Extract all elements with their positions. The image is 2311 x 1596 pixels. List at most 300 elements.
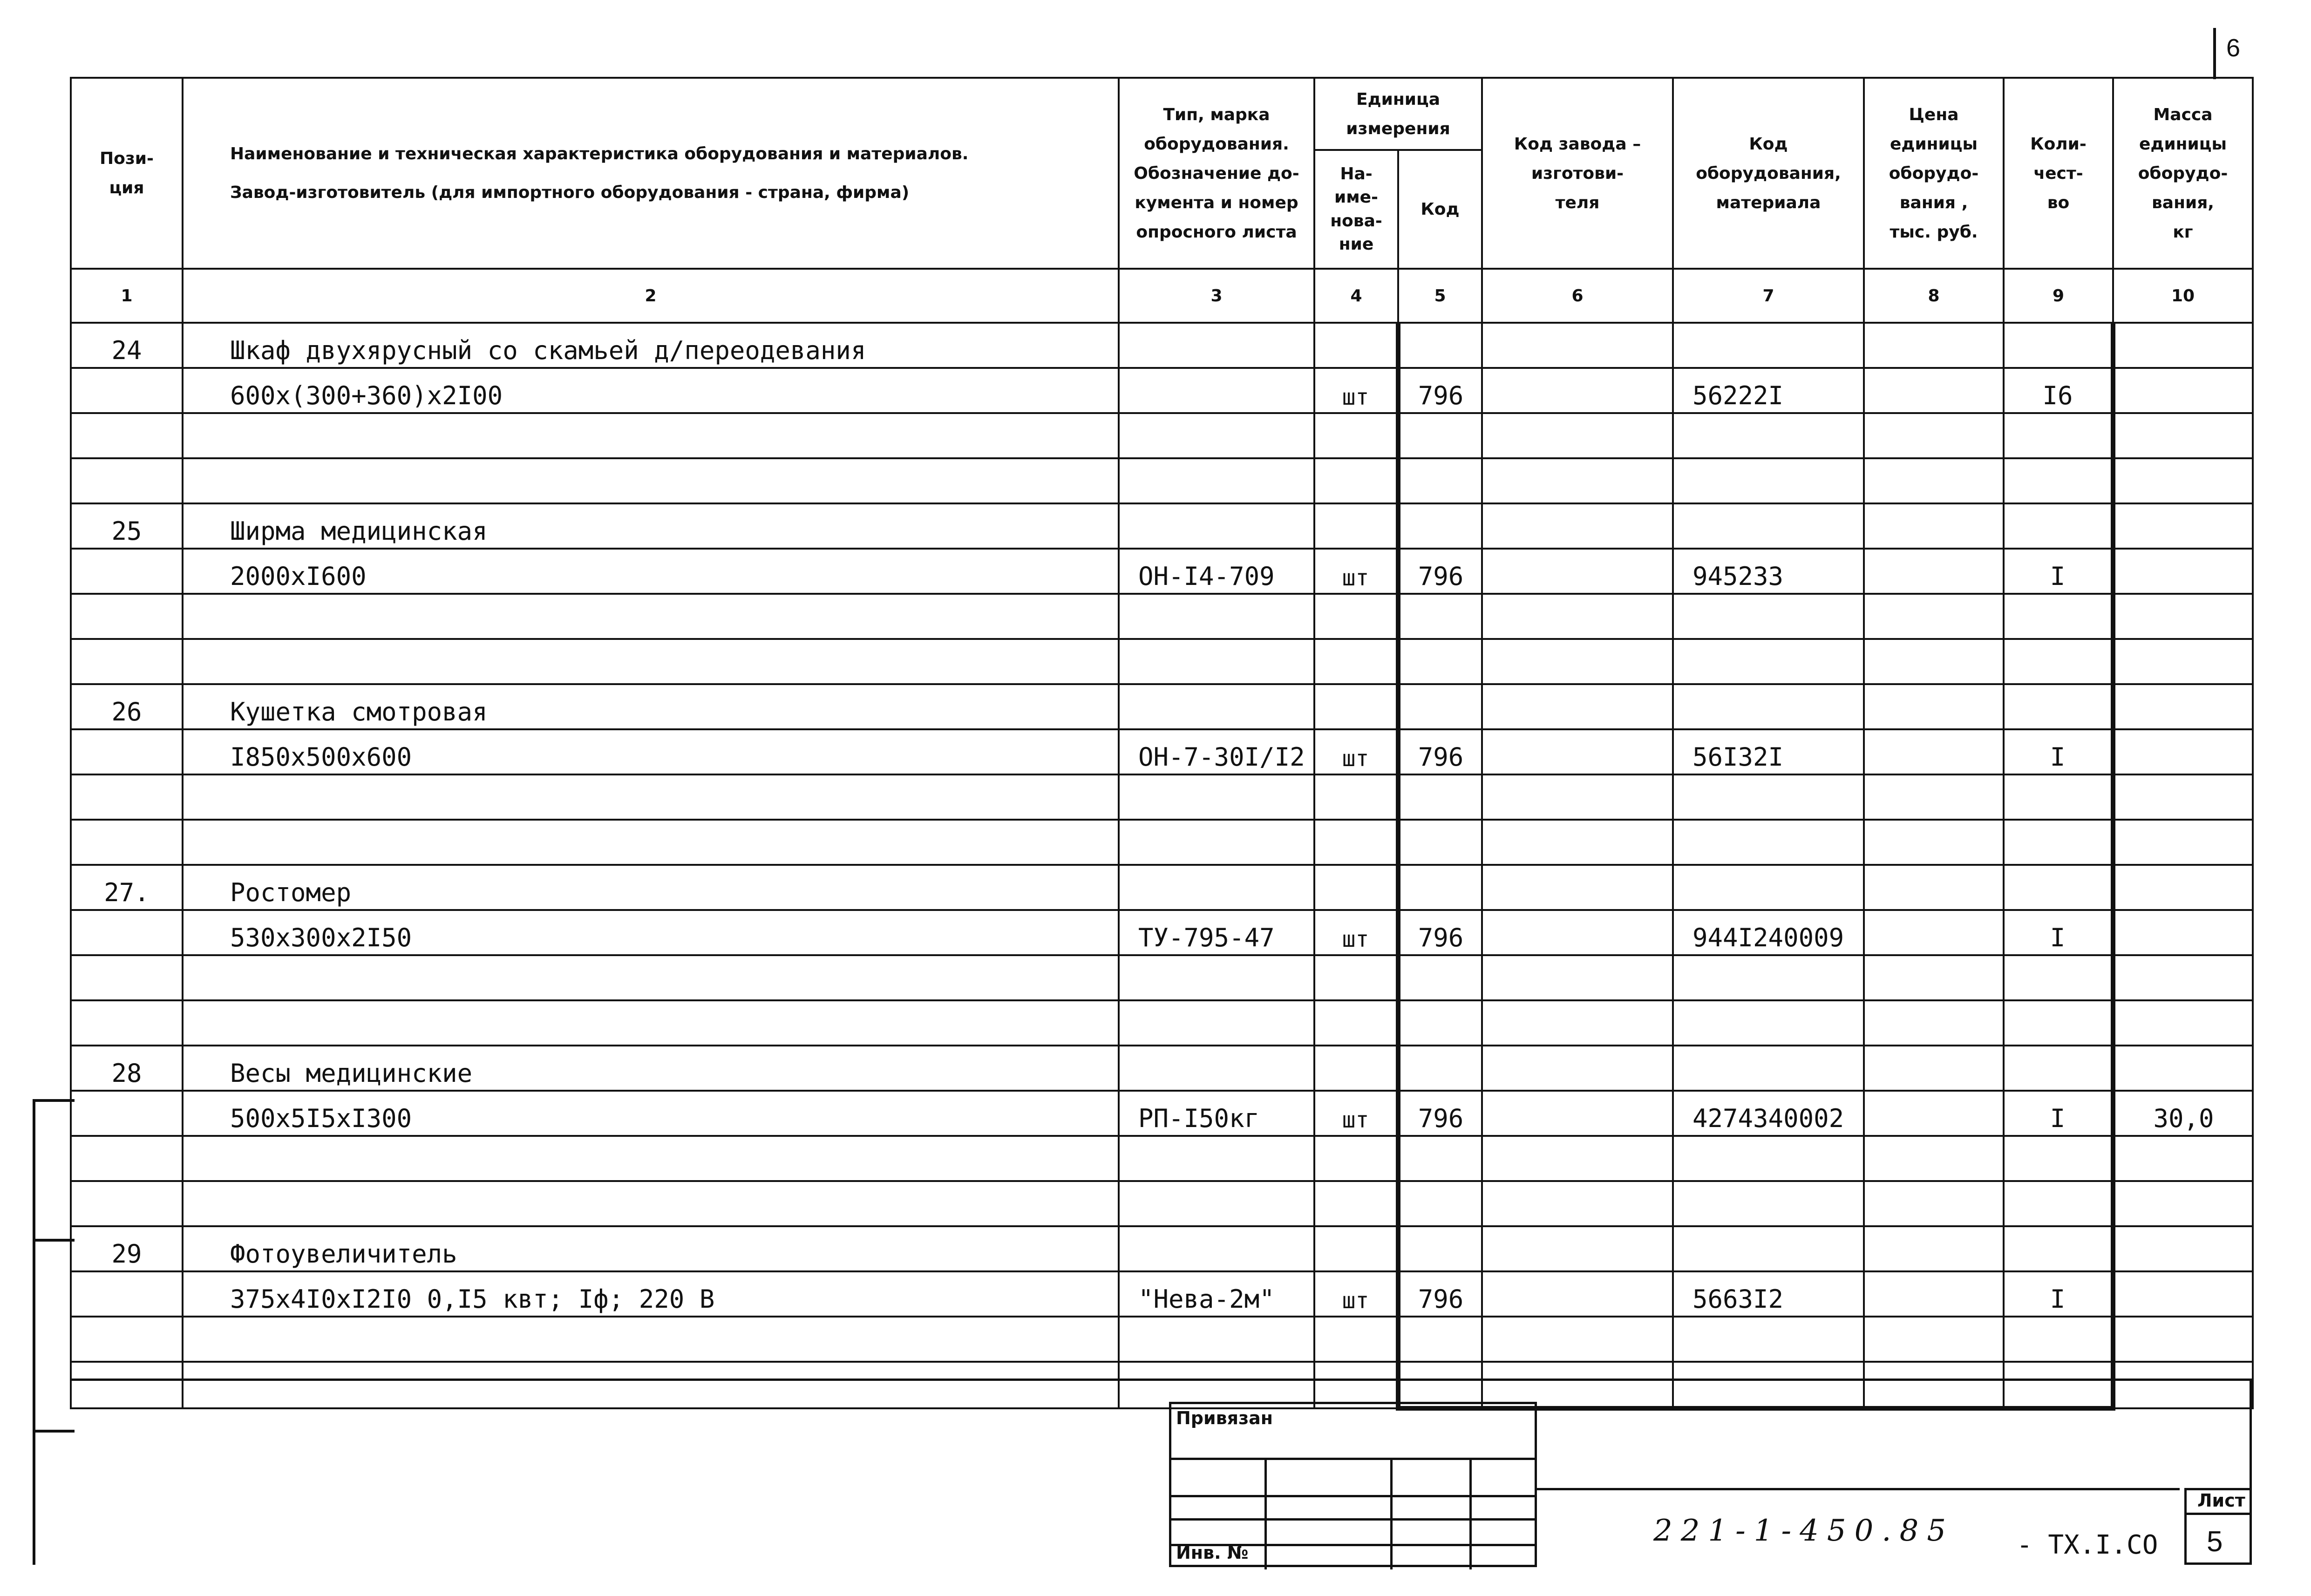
price-cell <box>1864 1181 2004 1226</box>
mass-cell <box>2113 684 2253 729</box>
unit-code-cell <box>1398 503 1482 549</box>
header-position: Пози- ция <box>71 78 183 269</box>
factory-code-cell <box>1482 323 1673 368</box>
item-name-cell: Кушетка смотровая <box>183 684 1119 729</box>
type-cell <box>1119 820 1314 865</box>
quantity-cell: I <box>2004 1091 2113 1136</box>
price-cell <box>1864 774 2004 820</box>
unit-cell: шт <box>1314 1091 1398 1136</box>
price-cell <box>1864 729 2004 774</box>
price-cell <box>1864 1000 2004 1046</box>
quantity-cell <box>2004 774 2113 820</box>
mass-cell <box>2113 865 2253 910</box>
price-cell <box>1864 865 2004 910</box>
item-title-row <box>71 684 2253 729</box>
unit-code-cell <box>1398 1317 1482 1362</box>
mass-cell <box>2113 820 2253 865</box>
mass-cell <box>2113 413 2253 458</box>
equipment-code-cell <box>1673 594 1864 639</box>
unit-cell: шт <box>1314 368 1398 413</box>
mass-cell <box>2113 1046 2253 1091</box>
item-spec-cell: 600x(300+360)x2I00 <box>183 368 1119 413</box>
position-cell: 27. <box>71 865 183 910</box>
mass-cell: 30,0 <box>2113 1091 2253 1136</box>
page-number-divider <box>2213 28 2216 79</box>
stamp-line <box>1171 1495 1535 1497</box>
type-cell <box>1119 458 1314 503</box>
binding-stamp <box>1169 1402 1537 1567</box>
mass-cell <box>2113 549 2253 594</box>
quantity-cell <box>2004 1136 2113 1181</box>
equipment-code-cell <box>1673 1362 1864 1408</box>
position-cell <box>71 458 183 503</box>
blank-row <box>71 1000 2253 1046</box>
type-cell <box>1119 1226 1314 1271</box>
mass-cell <box>2113 774 2253 820</box>
item-title-row <box>71 503 2253 549</box>
equipment-code-cell: 5663I2 <box>1673 1271 1864 1317</box>
item-spec-cell <box>183 1000 1119 1046</box>
item-title-row <box>71 1046 2253 1091</box>
unit-code-cell: 796 <box>1398 549 1482 594</box>
factory-code-cell <box>1482 820 1673 865</box>
blank-row <box>71 820 2253 865</box>
blank-row <box>71 1317 2253 1362</box>
unit-code-cell <box>1398 1046 1482 1091</box>
quantity-cell <box>2004 503 2113 549</box>
unit-code-cell <box>1398 639 1482 684</box>
position-cell <box>71 774 183 820</box>
mass-cell <box>2113 323 2253 368</box>
price-cell <box>1864 413 2004 458</box>
quantity-cell: I6 <box>2004 368 2113 413</box>
unit-cell <box>1314 1317 1398 1362</box>
equipment-code-cell <box>1673 639 1864 684</box>
item-spec-cell <box>183 639 1119 684</box>
factory-code-cell <box>1482 594 1673 639</box>
equipment-code-cell: 4274340002 <box>1673 1091 1864 1136</box>
stamp-line <box>1469 1460 1472 1569</box>
type-cell <box>1119 639 1314 684</box>
stamp-line <box>1171 1518 1535 1521</box>
blank-row <box>71 774 2253 820</box>
item-spec-row <box>71 1271 2253 1317</box>
col-num: 4 <box>1314 269 1398 323</box>
page-number: 6 <box>2226 34 2241 62</box>
sheet-label: Лист <box>2197 1490 2245 1511</box>
unit-cell <box>1314 1362 1398 1408</box>
mass-cell <box>2113 910 2253 955</box>
unit-cell <box>1314 684 1398 729</box>
header-equipment-code: Код оборудования, материала <box>1673 78 1864 269</box>
position-cell <box>71 910 183 955</box>
unit-code-cell: 796 <box>1398 368 1482 413</box>
quantity-cell <box>2004 639 2113 684</box>
quantity-cell <box>2004 684 2113 729</box>
factory-code-cell <box>1482 639 1673 684</box>
type-cell: ОН-I4-709 <box>1119 549 1314 594</box>
factory-code-cell <box>1482 865 1673 910</box>
factory-code-cell <box>1482 1091 1673 1136</box>
equipment-code-cell <box>1673 684 1864 729</box>
item-spec-cell <box>183 1181 1119 1226</box>
type-cell <box>1119 594 1314 639</box>
position-cell <box>71 639 183 684</box>
equipment-code-cell <box>1673 1226 1864 1271</box>
mass-cell <box>2113 639 2253 684</box>
price-cell <box>1864 1136 2004 1181</box>
header-factory-code: Код завода – изготови- теля <box>1482 78 1673 269</box>
col-num: 10 <box>2113 269 2253 323</box>
unit-cell <box>1314 955 1398 1000</box>
equipment-code-cell <box>1673 1000 1864 1046</box>
type-cell: РП-I50кг <box>1119 1091 1314 1136</box>
type-cell <box>1119 503 1314 549</box>
unit-code-cell <box>1398 1136 1482 1181</box>
binding-margin-tick <box>33 1430 75 1433</box>
type-cell <box>1119 413 1314 458</box>
type-cell <box>1119 1000 1314 1046</box>
blank-row <box>71 458 2253 503</box>
binding-margin-line <box>33 1099 35 1565</box>
price-cell <box>1864 1046 2004 1091</box>
price-cell <box>1864 1317 2004 1362</box>
unit-code-cell <box>1398 774 1482 820</box>
header-quantity: Коли- чест- во <box>2004 78 2113 269</box>
col-num: 7 <box>1673 269 1864 323</box>
position-cell <box>71 1136 183 1181</box>
blank-row <box>71 1136 2253 1181</box>
position-cell <box>71 549 183 594</box>
position-cell <box>71 1362 183 1408</box>
mass-cell <box>2113 1271 2253 1317</box>
mass-cell <box>2113 955 2253 1000</box>
unit-code-cell <box>1398 684 1482 729</box>
bound-label: Привязан <box>1176 1408 1273 1428</box>
price-cell <box>1864 1362 2004 1408</box>
blank-row <box>71 639 2253 684</box>
blank-row <box>71 955 2253 1000</box>
item-title-row <box>71 1226 2253 1271</box>
unit-cell <box>1314 820 1398 865</box>
document-mark: - ТХ.I.СО <box>2017 1530 2158 1560</box>
item-spec-cell: 2000xI600 <box>183 549 1119 594</box>
type-cell: ТУ-795-47 <box>1119 910 1314 955</box>
factory-code-cell <box>1482 910 1673 955</box>
col-num: 2 <box>183 269 1119 323</box>
price-cell <box>1864 503 2004 549</box>
position-cell <box>71 1000 183 1046</box>
position-cell <box>71 1271 183 1317</box>
quantity-cell <box>2004 1317 2113 1362</box>
factory-code-cell <box>1482 1226 1673 1271</box>
type-cell <box>1119 323 1314 368</box>
price-cell <box>1864 1271 2004 1317</box>
mass-cell <box>2113 1136 2253 1181</box>
position-cell: 25 <box>71 503 183 549</box>
factory-code-cell <box>1482 955 1673 1000</box>
factory-code-cell <box>1482 368 1673 413</box>
equipment-code-cell <box>1673 774 1864 820</box>
position-cell: 28 <box>71 1046 183 1091</box>
price-cell <box>1864 323 2004 368</box>
position-cell <box>71 820 183 865</box>
position-cell: 29 <box>71 1226 183 1271</box>
col-num: 9 <box>2004 269 2113 323</box>
unit-code-cell <box>1398 323 1482 368</box>
equipment-code-cell <box>1673 413 1864 458</box>
price-cell <box>1864 1226 2004 1271</box>
quantity-cell <box>2004 820 2113 865</box>
factory-code-cell <box>1482 413 1673 458</box>
type-cell <box>1119 1181 1314 1226</box>
item-spec-row <box>71 1091 2253 1136</box>
factory-code-cell <box>1482 1362 1673 1408</box>
unit-cell <box>1314 413 1398 458</box>
mass-cell <box>2113 1000 2253 1046</box>
position-cell <box>71 1181 183 1226</box>
item-spec-cell <box>183 594 1119 639</box>
type-cell: "Нева-2м" <box>1119 1271 1314 1317</box>
unit-cell <box>1314 594 1398 639</box>
price-cell <box>1864 910 2004 955</box>
quantity-cell <box>2004 1181 2113 1226</box>
item-spec-cell <box>183 1136 1119 1181</box>
equipment-spec-table <box>70 77 2254 1411</box>
factory-code-cell <box>1482 549 1673 594</box>
item-name-cell: Фотоувеличитель <box>183 1226 1119 1271</box>
item-name-cell: Шкаф двухярусный со скамьей д/переодевания <box>183 323 1119 368</box>
header-unit-code: Код <box>1398 150 1482 269</box>
type-cell <box>1119 684 1314 729</box>
mass-cell <box>2113 1317 2253 1362</box>
type-cell <box>1119 955 1314 1000</box>
item-spec-row <box>71 368 2253 413</box>
price-cell <box>1864 955 2004 1000</box>
factory-code-cell <box>1482 1136 1673 1181</box>
mass-cell <box>2113 729 2253 774</box>
unit-cell <box>1314 865 1398 910</box>
item-name-cell: Весы медицинские <box>183 1046 1119 1091</box>
mass-cell <box>2113 1362 2253 1408</box>
factory-code-cell <box>1482 684 1673 729</box>
position-cell <box>71 594 183 639</box>
quantity-cell <box>2004 1226 2113 1271</box>
unit-code-cell <box>1398 1226 1482 1271</box>
position-cell: 26 <box>71 684 183 729</box>
position-cell <box>71 413 183 458</box>
equipment-code-cell <box>1673 1136 1864 1181</box>
binding-margin-tick <box>33 1099 75 1102</box>
quantity-cell: I <box>2004 549 2113 594</box>
unit-code-cell <box>1398 1181 1482 1226</box>
item-spec-cell <box>183 955 1119 1000</box>
type-cell: ОН-7-30I/I2 <box>1119 729 1314 774</box>
stamp-line <box>1264 1460 1267 1569</box>
item-spec-cell: 530x300x2I50 <box>183 910 1119 955</box>
factory-code-cell <box>1482 458 1673 503</box>
blank-row <box>71 594 2253 639</box>
header-type: Тип, марка оборудования. Обозначение до- кумента и номер опросного листа <box>1119 78 1314 269</box>
unit-code-cell <box>1398 594 1482 639</box>
item-spec-cell: 375x4I0xI2I0 0,I5 квт; Iф; 220 В <box>183 1271 1119 1317</box>
type-cell <box>1119 368 1314 413</box>
unit-code-cell <box>1398 1000 1482 1046</box>
unit-code-cell <box>1398 458 1482 503</box>
frame-line <box>70 1379 2252 1381</box>
header-mass: Масса единицы оборудо- вания, кг <box>2113 78 2253 269</box>
unit-cell: шт <box>1314 729 1398 774</box>
unit-code-cell <box>1398 1362 1482 1408</box>
factory-code-cell <box>1482 1271 1673 1317</box>
unit-cell <box>1314 503 1398 549</box>
unit-code-cell <box>1398 865 1482 910</box>
item-title-row <box>71 323 2253 368</box>
equipment-code-cell: 56222I <box>1673 368 1864 413</box>
factory-code-cell <box>1482 1046 1673 1091</box>
quantity-cell <box>2004 955 2113 1000</box>
blank-row <box>71 1362 2253 1408</box>
unit-cell <box>1314 1181 1398 1226</box>
item-spec-cell: I850x500x600 <box>183 729 1119 774</box>
col-num: 1 <box>71 269 183 323</box>
equipment-code-cell: 945233 <box>1673 549 1864 594</box>
header-price: Цена единицы оборудо- вания , тыс. руб. <box>1864 78 2004 269</box>
quantity-cell: I <box>2004 1271 2113 1317</box>
type-cell <box>1119 1136 1314 1181</box>
col-num: 3 <box>1119 269 1314 323</box>
equipment-code-cell <box>1673 955 1864 1000</box>
type-cell <box>1119 1317 1314 1362</box>
factory-code-cell <box>1482 774 1673 820</box>
quantity-cell <box>2004 323 2113 368</box>
binding-margin-tick <box>33 1239 75 1242</box>
mass-cell <box>2113 368 2253 413</box>
mass-cell <box>2113 1226 2253 1271</box>
unit-code-cell: 796 <box>1398 729 1482 774</box>
position-cell <box>71 1091 183 1136</box>
column-numbers-row <box>71 269 2253 323</box>
col-num: 5 <box>1398 269 1482 323</box>
mass-cell <box>2113 503 2253 549</box>
unit-cell <box>1314 639 1398 684</box>
type-cell <box>1119 1046 1314 1091</box>
factory-code-cell <box>1482 1181 1673 1226</box>
factory-code-cell <box>1482 729 1673 774</box>
unit-code-cell: 796 <box>1398 1091 1482 1136</box>
col-num: 8 <box>1864 269 2004 323</box>
item-spec-cell: 500x5I5xI300 <box>183 1091 1119 1136</box>
header-unit-group: Единица измерения <box>1314 78 1482 150</box>
item-spec-cell <box>183 1317 1119 1362</box>
unit-cell: шт <box>1314 549 1398 594</box>
quantity-cell <box>2004 1046 2113 1091</box>
equipment-code-cell <box>1673 458 1864 503</box>
position-cell <box>71 1317 183 1362</box>
factory-code-cell <box>1482 1317 1673 1362</box>
quantity-cell <box>2004 458 2113 503</box>
header-name: Наименование и техническая характеристика оборудования и материалов. Завод-изготовитель (для импортного оборудования - страна, фирма) <box>183 78 1119 269</box>
item-spec-cell <box>183 1362 1119 1408</box>
unit-cell: шт <box>1314 1271 1398 1317</box>
equipment-code-cell <box>1673 820 1864 865</box>
unit-cell <box>1314 1046 1398 1091</box>
quantity-cell: I <box>2004 910 2113 955</box>
unit-cell <box>1314 1000 1398 1046</box>
equipment-code-cell <box>1673 323 1864 368</box>
equipment-code-cell <box>1673 865 1864 910</box>
item-spec-row <box>71 549 2253 594</box>
unit-cell <box>1314 774 1398 820</box>
price-cell <box>1864 594 2004 639</box>
equipment-code-cell <box>1673 1317 1864 1362</box>
position-cell <box>71 955 183 1000</box>
position-cell <box>71 368 183 413</box>
stamp-line <box>1390 1460 1393 1569</box>
equipment-code-cell <box>1673 503 1864 549</box>
mass-cell <box>2113 458 2253 503</box>
unit-cell <box>1314 458 1398 503</box>
quantity-cell <box>2004 1000 2113 1046</box>
position-cell <box>71 729 183 774</box>
item-spec-cell <box>183 774 1119 820</box>
price-cell <box>1864 820 2004 865</box>
price-cell <box>1864 639 2004 684</box>
equipment-code-cell <box>1673 1046 1864 1091</box>
price-cell <box>1864 549 2004 594</box>
quantity-cell: I <box>2004 729 2113 774</box>
header-unit-name: На- име- нова- ние <box>1314 150 1398 269</box>
position-cell: 24 <box>71 323 183 368</box>
sheet-number: 5 <box>2207 1526 2223 1558</box>
unit-cell <box>1314 323 1398 368</box>
unit-cell: шт <box>1314 910 1398 955</box>
item-spec-cell <box>183 820 1119 865</box>
col-num: 6 <box>1482 269 1673 323</box>
item-spec-cell <box>183 413 1119 458</box>
inventory-label: Инв. № <box>1176 1542 1249 1563</box>
item-title-row <box>71 865 2253 910</box>
item-spec-row <box>71 729 2253 774</box>
item-name-cell: Ростомер <box>183 865 1119 910</box>
quantity-cell <box>2004 413 2113 458</box>
unit-code-cell: 796 <box>1398 910 1482 955</box>
price-cell <box>1864 1091 2004 1136</box>
quantity-cell <box>2004 865 2113 910</box>
title-block-line <box>1537 1488 2180 1490</box>
equipment-code-cell: 944I240009 <box>1673 910 1864 955</box>
unit-code-cell: 796 <box>1398 1271 1482 1317</box>
equipment-code-cell <box>1673 1181 1864 1226</box>
type-cell <box>1119 774 1314 820</box>
stamp-line <box>1171 1458 1535 1460</box>
unit-cell <box>1314 1226 1398 1271</box>
blank-row <box>71 413 2253 458</box>
mass-cell <box>2113 594 2253 639</box>
unit-code-cell <box>1398 413 1482 458</box>
equipment-code-cell: 56I32I <box>1673 729 1864 774</box>
item-name-cell: Ширма медицинская <box>183 503 1119 549</box>
unit-cell <box>1314 1136 1398 1181</box>
mass-cell <box>2113 1181 2253 1226</box>
table-body <box>71 323 2253 1408</box>
price-cell <box>1864 368 2004 413</box>
type-cell <box>1119 1362 1314 1408</box>
type-cell <box>1119 865 1314 910</box>
item-spec-cell <box>183 458 1119 503</box>
factory-code-cell <box>1482 1000 1673 1046</box>
factory-code-cell <box>1482 503 1673 549</box>
